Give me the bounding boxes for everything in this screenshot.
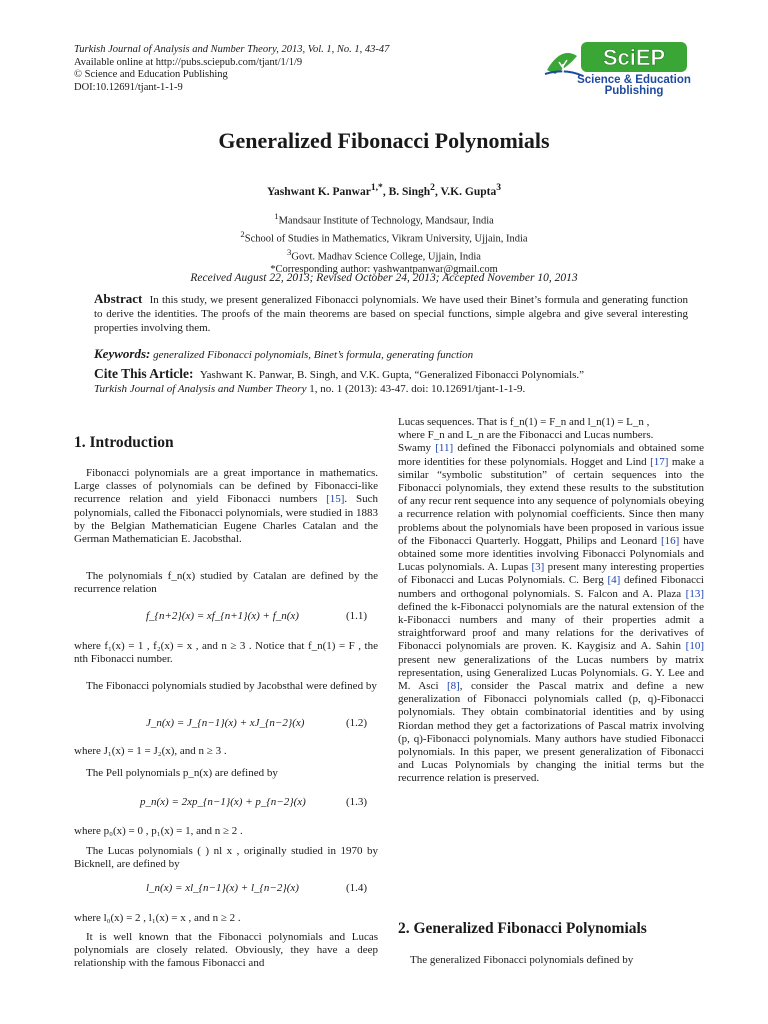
equation-1-1: f_{n+2}(x) = xf_{n+1}(x) + f_n(x) bbox=[146, 610, 299, 622]
logo-line2: Publishing bbox=[604, 85, 664, 97]
ref-16-link[interactable]: [16] bbox=[660, 534, 680, 547]
sciep-wordmark: SciEP bbox=[602, 45, 666, 70]
ref-13-link[interactable]: [13] bbox=[685, 587, 704, 600]
keywords bbox=[94, 346, 473, 362]
journal-citation-line: Turkish Journal of Analysis and Number Theory, 2013, Vol. 1, No. 1, 43-47 bbox=[74, 44, 390, 55]
equation-1-4: l_n(x) = xl_{n−1}(x) + l_{n−2}(x) bbox=[146, 882, 299, 894]
intro-paragraph-7: where p₀(x) = 0 , p₁(x) = 1, and n ≥ 2 . bbox=[74, 825, 243, 837]
section-1-heading: 1. Introduction bbox=[74, 434, 174, 451]
left-column bbox=[74, 436, 378, 449]
logo-line1: Science & Education bbox=[577, 74, 691, 86]
right-column-intro: Lucas sequences. That is f_n(1) = F_n and l_n(1) = L_n , where F_n and L_n are the Fibonacci and Lucas numbers. Swamy [11] defined the Fibonacci polynomials and obtained some more identities for these polynomials. Hogget and Lind [17] make a similar “symbolic substitution” of certain sequences into the Fibonacci polynomials, they extend these results to the substitution of any recur rent sequence into any sequence of polynomials obeying a recurrence relation with polynomial coefficients. Since then many problems about the polynomials have been proposed in various issue of the Fibonacci Quarterly. Hoggatt, Philips and Leonard [16] have obtained some more identities involving Fibonacci Polynomials and Lucas polynomials. A. Lupas [3] present many interesting properties of Fibonacci and Lucas Polynomials. C. Berg [4] defined Fibonacci numbers and orthogonal polynomials. S. Falcon and A. Plaza [13] defined the k-Fibonacci polynomials are the natural extension of the k-Fibonacci numbers and many of their properties admit a straightforward proof and many relations for the derivatives of Fibonacci polynomials are proven. K. Kaygisiz and A. Sahin [10] present new generalizations of the Lucas numbers by matrix representation, using Generalized Lucas Polynomials. G. Y. Lee and M. Asci [8], consider the Pascal matrix and define a new generalization of Fibonacci polynomials called (p, q)-Fibonacci polynomials. They obtain combinatorial identities and by using Riordan method they get a factorizations of Pascal matrix involving (p, q)-Fibonacci polynomials. Many authors have studied Fibonacci polynomials. In this paper, we present generalization of Fibonacci and Lucas Polynomials by changing the initial terms but the recurrence relation is preserved. bbox=[398, 416, 705, 785]
section-2-first-line: The generalized Fibonacci polynomials defined by bbox=[410, 954, 634, 966]
equation-1-2: J_n(x) = J_{n−1}(x) + xJ_{n−2}(x) bbox=[146, 717, 305, 729]
copyright-line: © Science and Education Publishing bbox=[74, 69, 228, 80]
paper-title: Generalized Fibonacci Polynomials bbox=[218, 128, 550, 153]
equation-1-1-number: (1.1) bbox=[346, 610, 368, 622]
ref-8-link[interactable]: [8] bbox=[446, 680, 460, 693]
intro-paragraph-2: The polynomials f_n(x) studied by Catalan are defined by the recurrence relation bbox=[74, 570, 378, 596]
cite-text-1: Yashwant K. Panwar, B. Singh, and V.K. Gupta, “Generalized Fibonacci Polynomials.” bbox=[199, 369, 585, 381]
ref-15-link[interactable]: [15] bbox=[326, 493, 345, 506]
intro-paragraph-3: where f₁(x) = 1 , f₂(x) = x , and n ≥ 3 . Notice that f_n(1) = F , the nth Fibonacci number. bbox=[74, 640, 378, 666]
equation-1-3-number: (1.3) bbox=[346, 796, 368, 808]
cite-journal: Turkish Journal of Analysis and Number Theory bbox=[94, 383, 307, 395]
abstract bbox=[94, 292, 688, 335]
cite-this-article bbox=[94, 367, 694, 396]
received-dates: Received August 22, 2013; Revised October 24, 2013; Accepted November 10, 2013 bbox=[190, 272, 578, 284]
intro-paragraph-1: Fibonacci polynomials are a great importance in mathematics. Large classes of polynomials can be defined by Fibonacci-like recurrence relation and yield Fibonacci numbers [15]. Such polynomials, called the Fibonacci polynomials, were studied in 1883 by the Belgian Mathematician Eugene Charles Catalan and the German Mathematician E. Jacobsthal. bbox=[74, 467, 378, 546]
keywords-text: generalized Fibonacci polynomials, Binet’s formula, generating function bbox=[153, 349, 474, 361]
equation-1-2-number: (1.2) bbox=[346, 717, 368, 729]
author-2: , B. Singh bbox=[382, 185, 431, 198]
journal-header bbox=[74, 44, 389, 94]
equation-1-4-number: (1.4) bbox=[346, 882, 368, 894]
doi-line: DOI:10.12691/tjant-1-1-9 bbox=[74, 81, 183, 93]
intro-paragraph-4: The Fibonacci polynomials studied by Jacobsthal were defined by bbox=[86, 680, 377, 692]
ref-3-link[interactable]: [3] bbox=[531, 561, 545, 574]
cite-text-2: 1, no. 1 (2013): 43-47. doi: 10.12691/tjant-1-1-9. bbox=[309, 383, 526, 395]
section-2-heading: 2. Generalized Fibonacci Polynomials bbox=[398, 920, 647, 937]
author-list bbox=[0, 182, 768, 198]
sciep-logo bbox=[541, 40, 691, 98]
affiliation-3: $^3$Govt. Madhav Science College, Ujjain, India bbox=[287, 247, 481, 263]
available-online-line: Available online at http://pubs.sciepub.com/tjant/1/1/9 bbox=[74, 56, 303, 68]
ref-17-link[interactable]: [17] bbox=[650, 455, 669, 468]
author-1: Yashwant K. Panwar bbox=[267, 185, 371, 198]
cite-label: Cite This Article: bbox=[94, 366, 194, 381]
intro-paragraph-8: The Lucas polynomials ( ) nl x , originally studied in 1970 by Bicknell, are defined by bbox=[74, 845, 378, 871]
sciep-logo-graphic bbox=[541, 40, 691, 98]
author-3-sup: 3 bbox=[496, 182, 501, 193]
author-1-sup: 1,* bbox=[370, 182, 383, 193]
equation-1-3: p_n(x) = 2xp_{n−1}(x) + p_{n−2}(x) bbox=[140, 796, 306, 808]
intro-paragraph-9: where l₀(x) = 2 , l₁(x) = x , and n ≥ 2 . bbox=[74, 912, 241, 924]
abstract-text: In this study, we present generalized Fibonacci polynomials. We have used their Binet’s formula and generating function to derive the identities. The proofs of the main theorems are based on special functions, simple algebra and give several interesting properties involving them. bbox=[94, 294, 688, 334]
abstract-label: Abstract bbox=[94, 291, 143, 306]
author-3: , V.K. Gupta bbox=[434, 185, 497, 198]
intro-paragraph-10: It is well known that the Fibonacci polynomials and Lucas polynomials are closely related. Obviously, they have a deep relationship with the famous Fibonacci and bbox=[74, 931, 378, 970]
intro-paragraph-5: where J₁(x) = 1 = J₂(x), and n ≥ 3 . bbox=[74, 745, 227, 757]
ref-4-link[interactable]: [4] bbox=[607, 574, 621, 587]
ref-11-link[interactable]: [11] bbox=[435, 442, 454, 455]
affiliation-1: $^1$Mandsaur Institute of Technology, Mandsaur, India bbox=[274, 211, 494, 227]
ref-10-link[interactable]: [10] bbox=[685, 640, 704, 653]
author-2-sup: 2 bbox=[430, 182, 435, 193]
intro-paragraph-6: The Pell polynomials p_n(x) are defined by bbox=[86, 767, 278, 779]
affiliation-2: $^2$School of Studies in Mathematics, Vikram University, Ujjain, India bbox=[240, 229, 528, 245]
corresponding-author: *Corresponding author: yashwantpanwar@gmail.com bbox=[270, 264, 498, 276]
affiliations bbox=[0, 210, 768, 277]
keywords-label: Keywords: bbox=[94, 346, 151, 361]
